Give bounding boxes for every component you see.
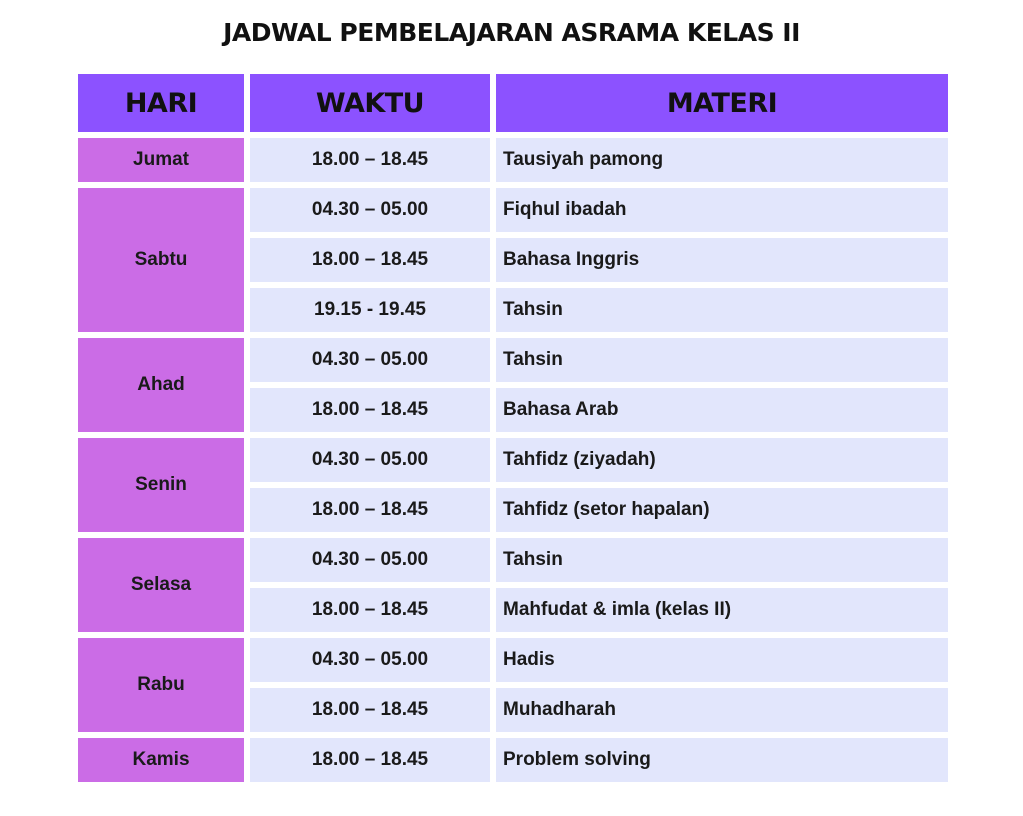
header-hari: HARI <box>78 74 244 132</box>
time-cell: 18.00 – 18.45 <box>250 488 490 532</box>
day-cell: Sabtu <box>78 188 244 332</box>
table-row <box>78 438 948 482</box>
subject-cell: Tahfidz (ziyadah) <box>496 438 948 482</box>
header-materi: MATERI <box>496 74 948 132</box>
subject-cell: Fiqhul ibadah <box>496 188 948 232</box>
subject-cell: Bahasa Arab <box>496 388 948 432</box>
subject-cell: Tahsin <box>496 538 948 582</box>
table-row <box>78 188 948 232</box>
time-cell: 19.15 - 19.45 <box>250 288 490 332</box>
day-cell: Selasa <box>78 538 244 632</box>
day-cell: Ahad <box>78 338 244 432</box>
table-row <box>78 338 948 382</box>
day-cell: Jumat <box>78 138 244 182</box>
day-cell: Kamis <box>78 738 244 782</box>
subject-cell: Problem solving <box>496 738 948 782</box>
time-cell: 04.30 – 05.00 <box>250 638 490 682</box>
time-cell: 18.00 – 18.45 <box>250 138 490 182</box>
time-cell: 04.30 – 05.00 <box>250 188 490 232</box>
day-cell: Rabu <box>78 638 244 732</box>
time-cell: 18.00 – 18.45 <box>250 388 490 432</box>
header-waktu: WAKTU <box>250 74 490 132</box>
subject-cell: Tahsin <box>496 338 948 382</box>
time-cell: 04.30 – 05.00 <box>250 538 490 582</box>
time-cell: 18.00 – 18.45 <box>250 738 490 782</box>
subject-cell: Bahasa Inggris <box>496 238 948 282</box>
subject-cell: Muhadharah <box>496 688 948 732</box>
time-cell: 04.30 – 05.00 <box>250 338 490 382</box>
subject-cell: Mahfudat & imla (kelas II) <box>496 588 948 632</box>
table-row <box>78 538 948 582</box>
table-row <box>78 738 948 782</box>
time-cell: 18.00 – 18.45 <box>250 688 490 732</box>
time-cell: 18.00 – 18.45 <box>250 238 490 282</box>
time-cell: 04.30 – 05.00 <box>250 438 490 482</box>
day-cell: Senin <box>78 438 244 532</box>
subject-cell: Tausiyah pamong <box>496 138 948 182</box>
time-cell: 18.00 – 18.45 <box>250 588 490 632</box>
subject-cell: Hadis <box>496 638 948 682</box>
table-row <box>78 638 948 682</box>
schedule-table <box>72 68 954 788</box>
subject-cell: Tahsin <box>496 288 948 332</box>
schedule-body <box>78 138 948 782</box>
subject-cell: Tahfidz (setor hapalan) <box>496 488 948 532</box>
header-row <box>78 74 948 132</box>
page-title: JADWAL PEMBELAJARAN ASRAMA KELAS II <box>223 18 800 47</box>
table-row <box>78 138 948 182</box>
